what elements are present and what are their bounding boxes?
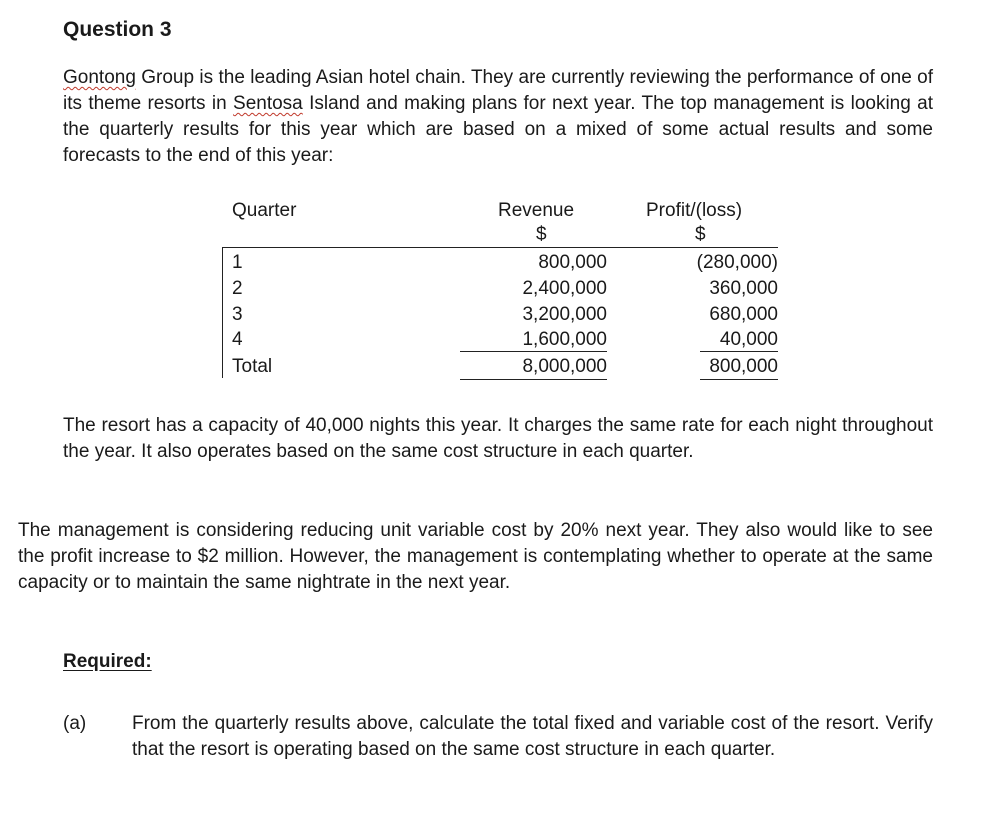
table-cell-revenue: 1,600,000 [522,329,607,350]
table-row-label: 3 [232,304,243,325]
required-heading: Required: [63,651,152,672]
header-profit: Profit/(loss) [646,200,743,221]
table-cell-profit: 40,000 [719,329,778,350]
intro-paragraph [63,65,933,169]
intro-text-part1: Group is the leading Asian hotel chain. They are currently reviewing the performance of one of its theme resorts in [63,67,933,114]
profit-subtotal-line [700,351,778,352]
table-row-label: 4 [232,329,243,350]
table-cell-revenue: 800,000 [538,252,607,273]
company-name: Gontong [63,67,136,88]
question-heading: Question 3 [63,18,172,41]
table-total-revenue: 8,000,000 [522,356,607,377]
table-cell-profit: 680,000 [709,304,778,325]
revenue-total-line [460,379,607,380]
capacity-paragraph: The resort has a capacity of 40,000 nights this year. It charges the same rate for each night throughout the year. It also operates based on the same cost structure in each quarter. [63,415,933,462]
item-text: From the quarterly results above, calculate the total fixed and variable cost of the resort. Verify that the resort is operating based on the same cost structure in each quarter. [132,713,933,760]
label-divider [222,248,223,378]
header-divider [222,247,778,248]
revenue-subtotal-line [460,351,607,352]
header-profit-unit: $ [695,224,706,245]
table-row-label: 2 [232,278,243,299]
header-revenue: Revenue [498,200,575,221]
table-total-profit: 800,000 [709,356,778,377]
profit-total-line [700,379,778,380]
intro-text-part2: Island and making plans for next year. The top management is looking at the quarterly results for this year which are based on a mixed of some actual results and some forecasts to the end of this year: [63,93,934,166]
table-cell-profit: (280,000) [696,252,778,273]
island-name: Sentosa [233,93,303,114]
management-paragraph: The management is considering reducing unit variable cost by 20% next year. They also would like to see the profit increase to $2 million. However, the management is contemplating whether to operate at the same capacity or to maintain the same nightrate in the next year. [18,520,933,593]
item-label: (a) [63,713,87,734]
header-quarter: Quarter [232,200,297,221]
table-cell-profit: 360,000 [709,278,778,299]
table-cell-revenue: 2,400,000 [522,278,607,299]
table-cell-revenue: 3,200,000 [522,304,607,325]
table-total-label: Total [232,356,273,377]
table-row-label: 1 [232,252,243,273]
header-revenue-unit: $ [536,224,547,245]
